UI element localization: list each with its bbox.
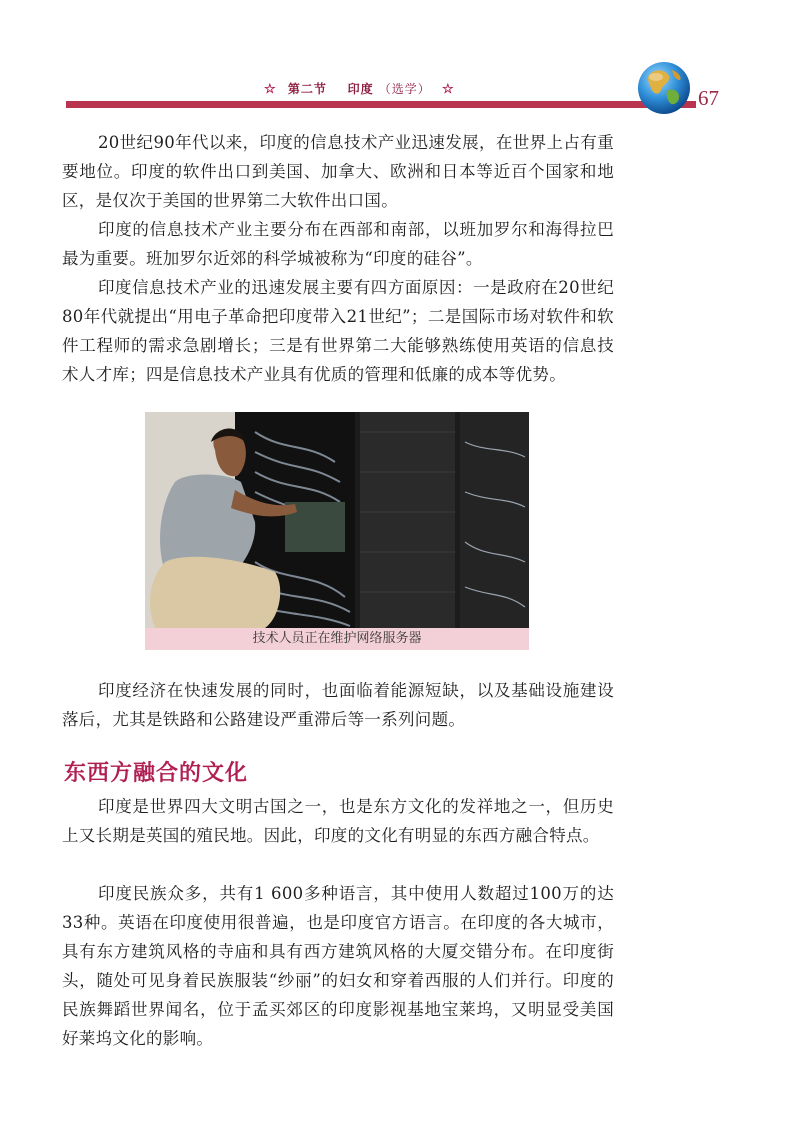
paragraph-culture-intro: 印度是世界四大文明古国之一，也是东方文化的发祥地之一，但历史上又长期是英国的殖民地。因此，印度的文化有明显的东西方融合特点。 [62,797,614,845]
paragraph-economy-problems: 印度经济在快速发展的同时，也面临着能源短缺，以及基础设施建设落后，尤其是铁路和公路建设严重滞后等一系列问题。 [62,681,614,729]
figure-server-maintenance [145,412,529,650]
section-title: 东西方融合的文化 [64,761,249,786]
running-head-title: 印度 [347,82,374,96]
paragraph-culture-languages: 印度民族众多，共有1 600多种语言，其中使用人数超过100万的达33种。英语在印度使用很普遍，也是印度官方语言。在印度的各大城市，具有东方建筑风格的寺庙和具有西方建筑风格的大厦交错分布。在印度街头，随处可见身着民族服装“纱丽”的妇女和穿着西服的人们并行。印度的民族舞蹈世界闻名，位于孟买郊区的印度影视基地宝莱坞，又明显受美国好莱坞文化的影响。 [62,884,614,1048]
paragraph-it-reasons: 印度信息技术产业的迅速发展主要有四方面原因：一是政府在20世纪80年代就提出“用电子革命把印度带入21世纪”；二是国际市场对软件和软件工程师的需求急剧增长；三是有世界第二大能够熟练使用英语的信息技术人才库；四是信息技术产业具有优质的管理和低廉的成本等优势。 [62,278,614,384]
figure-caption: 技术人员正在维护网络服务器 [145,628,529,650]
running-head [258,80,461,97]
server-photo [145,412,529,628]
paragraph-it-distribution: 印度的信息技术产业主要分布在西部和南部，以班加罗尔和海得拉巴最为重要。班加罗尔近郊的科学城被称为“印度的硅谷”。 [62,220,614,268]
star-icon: ☆ [441,82,455,97]
header-rule [66,101,696,108]
running-head-note: （选学） [378,82,431,96]
star-icon: ☆ [264,82,277,97]
paragraph-it-industry-intro: 20世纪90年代以来，印度的信息技术产业迅速发展，在世界上占有重要地位。印度的软件出口到美国、加拿大、欧洲和日本等近百个国家和地区，是仅次于美国的世界第二大软件出口国。 [62,133,614,210]
page-header [0,0,800,115]
page-number: 67 [698,86,719,110]
running-head-section: 第二节 [287,82,327,96]
globe-icon [636,60,692,116]
